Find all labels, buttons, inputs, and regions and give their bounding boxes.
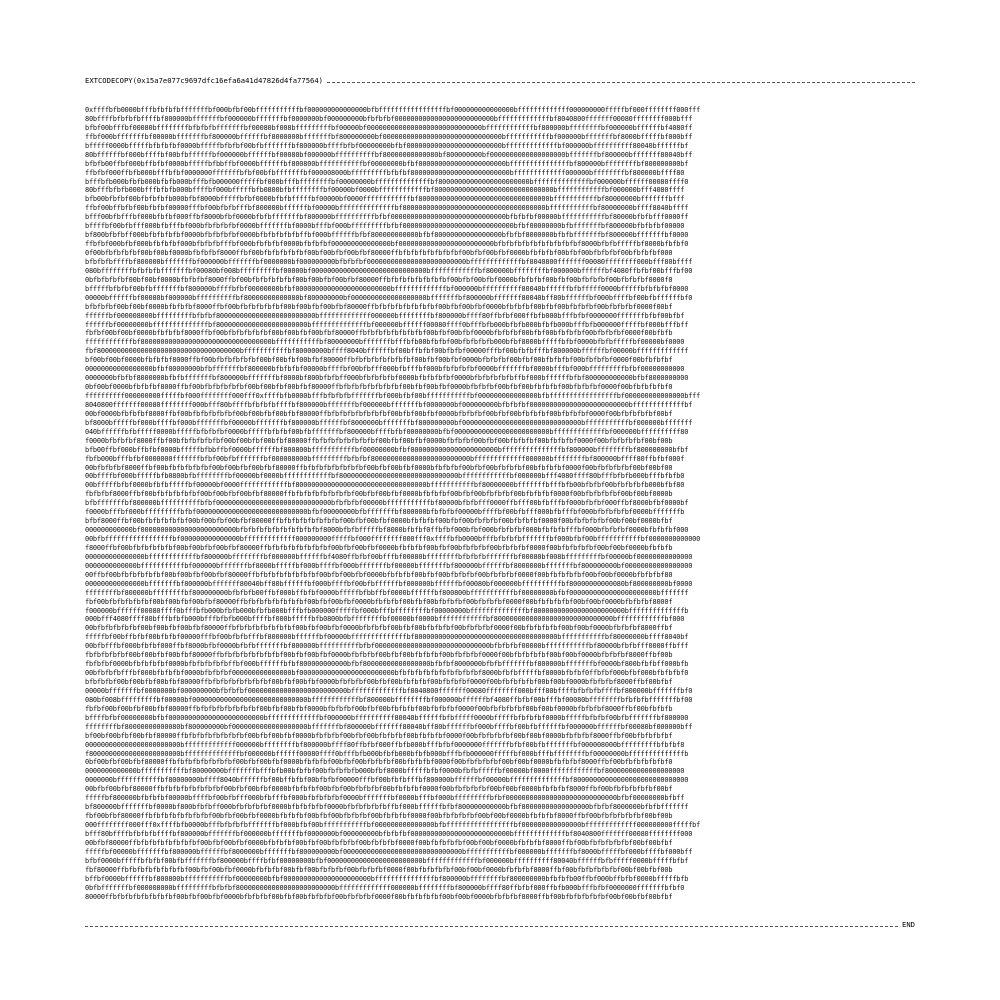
hex-line: 000000000000000bffffffffffffbf800000bffffffffbf000000bffffffbf4080ffbfbf00bfffbf00080bffffffffbfbfbfbfffffffbf00080bf008bfffffffffbf00000bf00000000000000 bbox=[85, 552, 693, 561]
hex-line: 00bfbfbfbf8000ffbf00bfbfbfbfbfbf00bf00bfbf00bfbf80000ffbfbfbfbfbfbfbfbf00bfbf00bfbf0000bfbfbfbf00bfbf00bfbfbfbf00bfbfbfbf0000f00bfbfbfbfbf00bf00bf00 bbox=[85, 463, 673, 472]
hex-line: fbfbf00bf00bf0000bfbfbfbf8000ffbf00bfbfbfbfbfbf00bf00bfbf00bfbf80000ffbfbfbfbfbfbfbfbf00bfbf00bfbf0000bfbfbfbf00bfbf00bfbfbfbf00bfbfbfbf0000f00bfbfb bbox=[85, 329, 673, 338]
footer-label: END bbox=[902, 920, 915, 929]
hex-line: ffbfbf000ffbfb000bfffbfbf0000000fffffffbfbf00bfbfffffffbf000008000bfffffffffbfbfbf8000000000000000000000000bfffffffffffff000000bffffffffbf800000bffff80 bbox=[85, 168, 685, 177]
hex-line: 00bfbfffffffffffffffffbf000000000000000bfffffffffffff000000000fffffbf000ffffffff000fff0xffffbfb0000bfffbfbfbfbfffffffbf000bfbf00bfffffffffffbf0000000000000 bbox=[85, 535, 701, 543]
footer-rule bbox=[85, 920, 915, 930]
header-label: EXTCODECOPY(0x15a7e077c9697dfc16efa6a41d47826d4fa77564) bbox=[85, 76, 323, 85]
hex-line: 80bfffbfbfb000bfffbfbfb000bffffbf000bfffffbfb0800bfbffffffffbf00000bf0000bffffffffffffbf800000000000000000000000000000bffffffffffffbf000000bfff4080ffff bbox=[85, 186, 685, 195]
hex-line: 00bfbf00bfbf80000ffbfbfbfbfbfbfbfbf00bfbf00bfbf0000bfbfbfbf00bfbf00bfbfbfbf00bfbfbfbf0000f00bfbfbfbfbf00bf00bf0000bfbfbfbf8000ffbf00bfbfbfbfbfbf00bf bbox=[85, 785, 673, 794]
hex-line: 000bfff4080ffff80bfffbfbfb000bfffbfbfb000bffffbf000bfffffbfb0800bfbffffffffbf00000bf0000bffffffffffffbf800000000000000000000000000000bffffffffffffbf000 bbox=[85, 615, 685, 624]
hex-line: bfbf00bfffbf00080bffffffffbfbfbfbfffffffbf00080bf008bfffffffffbf00000bf00000000000000000000000000000bffffffffffffbf800000bffffffffbf000000bffffffbf4080ff bbox=[85, 123, 693, 132]
hex-line: f0000bfbfbfbf8000ffbf00bfbfbfbfbfbf00bf00bfbf00bfbf80000ffbfbfbfbfbfbfbfbf00bfbf00bfbf0000bfbfbfbf00bfbf00bfbfbfbf00bfbfbfbf0000f00bfbfbfbfbf00bf00b bbox=[85, 436, 673, 445]
hex-line: bffbf0000bffffffbf800800bfffffffffffbf00000000bfbf0000000000000000000000bfffffffffffffffbf800000bffffffffbf800000000bfbfbfb00ffbf000bffbfbf0000bfffffbfb bbox=[85, 874, 689, 883]
hex-line: f0000bfffbf000bfffffffffbfbf0000000000000000000000000000bfbf00000000bfbfffffffbf800000bfbfbfbf00000bffffbf00bfbfff000bfbfffbf000bfbfbfbfbf0000bfffffffb bbox=[85, 508, 685, 517]
hex-line: bfb00bfbfbf00bfbfbfbfb000bfbf8000bfffffbfbf0000bfbfbfffffbf00000bf0000ffffffffffffbf800000000000000000000000000000000bfffffffffffbf80000000bfffffffbfff bbox=[85, 195, 685, 204]
hex-line: bfbf8000ffbf00bfbfbfbfbfbf00bf00bfbf00bfbf80000ffbfbfbfbfbfbfbfbf00bfbf00bfbf0000bfbfbfbf00bfbf00bfbfbfbf00bfbfbfbf0000f00bfbfbfbfbf00bf00bf0000bfbf bbox=[85, 517, 673, 526]
hex-line: ffbf000bfffffffbf00000bfffffffbf800000bffffffbf8000000bfffffffbf800000000bf000000000000000000000000000000bfffffffffffbf000000bfffffffbf8000bfffffbf000bff bbox=[85, 132, 693, 141]
hex-line: 80000ffbfbfbfbfbfbfbfbf00bfbf00bfbf0000bfbfbfbf00bfbf00bfbfbfbf00bfbfbfbf0000f00bfbfbfbfbf00bf00bf0000bfbfbfbf8000ffbf00bfbfbfbfbfbf00bf00bfbf00bfbf bbox=[85, 892, 673, 901]
hex-line: fbfbfbfbfbf00bf00bfbf00bfbf80000ffbfbfbfbfbfbfbfbf00bfbf00bfbf0000bfbfbfbf00bfbf00bfbfbfbf00bfbfbfbf0000f00bfbfbfbfbf00bf00bf0000bfbfbfbf8000ffbf00b bbox=[85, 651, 673, 660]
hex-line: 000000000000000000000000bfffffffffffff000000bffffffffbf800000bffff80ffbfbf000ffbfb000bfffbfbf0000000fffffffbfbf00bfbfffffffbf000008000bfffffffffbfbfbf8 bbox=[85, 740, 685, 749]
hex-line: 040bffffffbfbfffff0000bfffffbfbfbfbf0000bfffffbfbfbf00bfbfffffffbf800000bffffbfbf00000000bfbf000000000000000000000000bfffffffffffffbf000000bffffffffff80 bbox=[85, 427, 689, 436]
hex-line: 0f00bfbfbfbfbf00bf00bf0000bfbfbfbf8000ffbf00bfbfbfbfbfbf00bf00bfbf00bfbf80000ffbfbfbfbfbfbfbfbf00bfbf00bfbf0000bfbfbfbf00bfbf00bfbfbfbf00bfbfbfbf000 bbox=[85, 249, 673, 257]
hex-line: fbfbfbf8000ffbf00bfbfbfbfbfbf00bf00bfbf00bfbf80000ffbfbfbfbfbfbfbfbf00bfbf00bfbf0000bfbfbfbf00bfbf00bfbfbfbf00bfbfbfbf0000f00bfbfbfbfbf00bf00bf0000b bbox=[85, 490, 673, 499]
hex-line: fbf80000ffbfbfbfbfbfbfbfbf00bfbf00bfbf0000bfbfbfbf00bfbf00bfbfbfbf00bfbfbfbf0000f00bfbfbfbfbf00bf00bf0000bfbfbfbf8000ffbf00bfbfbfbfbfbf00bf00bfbf00b bbox=[85, 865, 673, 874]
hex-line: 0000000000000bfffffffffffbf80000000bfffffffbfffbfb00bfbfbf00bfbfbfbfb000bfbf8000bfffffbfbf0000bfbfbfffffbf00000bf0000ffffffffffffbf80000000000000000000 bbox=[85, 767, 685, 776]
hex-line: bf800000bfffffffbf0000bf800bfbfbff000bfbfbfbfbf0000bfbfbfbfbf0000bfbfbfbfbfbffbf000bffffffbfbf800000000000bfbf80000000000000000bfbfbf8000000bfbfbfffffff bbox=[85, 803, 689, 812]
hex-line: 00000bffffffbf00080bf000000bffffffffffbf80000000000080bf800000000bf0000000000000000000bfffffffbf800000bfffffff80040bff80bffffffbf000bffffbf00bfbffffffbf0 bbox=[85, 293, 693, 302]
hex-line: 8040800fffffff00080ffffffff000bfff80bffffbfbfbfbffffbf800000bfffffffbf000000bfffffffbf0000000bf000000000bfbfbfbf0000000000000000000000000bfffffffffffffbf bbox=[85, 400, 693, 409]
footer-divider bbox=[85, 926, 898, 927]
hex-line: f000000bffffff00080ffff0bfffbfb000bfbfb000bfbfb000bfffbfb000000fffffbf000bfffbffffffffbf00000000bffffffffffffffbf80000000000000000000000bffffffffffffffb bbox=[85, 606, 689, 615]
hex-line: 00bfbf80000ffbfbfbfbfbfbfbfbf00bfbf00bfbf0000bfbfbfbf00bfbf00bfbfbfbf00bfbfbfbf0000f00bfbfbfbfbf00bf00bf0000bfbfbfbf8000ffbf00bfbfbfbfbfbf00bf00bfbf bbox=[85, 838, 673, 847]
disassembly-page bbox=[85, 76, 915, 930]
hex-line: 00bffffbf000bfffffbfb0800bfbffffffffbf00000bf0000bffffffffffffbf800000000000000000000000000000bffffffffffffbf000000bfff4080ffff80bfffbfbfb000bfffbfbfb0 bbox=[85, 472, 685, 481]
hex-line: ffffffbf00000000bffffffffffffffbf80000000000000000000000bffffffffffffffbf000000bffffff00080ffff0bfffbfb000bfbfb000bfbfb000bfffbfb000000fffffbf000bfffbff bbox=[85, 320, 689, 329]
hex-line: ffffffffffffbf800000000000000000000000000000000bfffffffffffbf80000000bfffffffbfffbfb00bfbfbf00bfbfbfbfb000bfbf8000bfffffbfbf0000bfbfbfffffbf00000bf0000 bbox=[85, 338, 685, 347]
hex-line: 0000000000000bfffffffffffbf000000bfffffffbf8000bfffffbf000bffffbf000bfffffffbf00000bfffffffbf800000bffffffbf8000000bfffffffbf800000000bf00000000000000000 bbox=[85, 561, 693, 570]
hex-line: 00bfbfffbf000bfbfbf000ffbf8000bfbf0000bfbfbfffffffbf800000bffffffffffbfbf00000000000000000000000000000bfbfbfbf00000bfffffffffffbf80000bfbfbfff0000ffbfff bbox=[85, 642, 689, 651]
hex-line: bfbf0000bfffffbfbfbf00bfbfffffffbf800000bffffbfbf00000000bfbf000000000000000000000000bfffffffffffffbf000000bffffffffff80040bffffffbfbfffff0000bfffffbfbf bbox=[85, 856, 689, 865]
hex-line: 00bfbfbfbfffbf000bfbfbfbf0000bfbfbfbf000000000000000bf000000000000000000000000bfbfbfbfbfbfbfbfbfbfbf8000bfbfbfffffbf8000bfbfbf0ffbfbf000bfbf000bfbfbfbf0 bbox=[85, 669, 689, 678]
hex-line: fffffbf00bffbfbf00bfbfbf00000fffbf00bfbfbfffbf800000bffffffbf00000bffffffffffffffbf800000000000000000000000000000000000bfffffffffffbf80000000bffff8040bf bbox=[85, 633, 689, 642]
hex-line: 000000000000bf000000000000000000000000bfbfbfbfbfbfbfbfbfbfbf8000bfbfbfffffbf8000bfbfbf0ffbfbf000bfbf000bfbfbfbf000bfbfbfbfffbf000bfbfbfbf0000bfbfbfbf000 bbox=[85, 526, 689, 535]
hex-line: 0bf00bfbf00bfbf80000ffbfbfbfbfbfbfbfbf00bfbf00bfbf0000bfbfbfbf00bfbf00bfbfbfbf00bfbfbfbf0000f00bfbfbfbfbf00bf00bf0000bfbfbfbf8000ffbf00bfbfbfbfbfbf0 bbox=[85, 758, 673, 767]
hex-line: 80bffffffbf000bffffbf00bfbffffffbf000000bffffffbf00080bf000000bffffffffffbf80000000000080bf800000000bf0000000000000000000bfffffffbf800000bfffffff80040bff bbox=[85, 150, 693, 159]
hex-line: bffffbf00bfbfff000bfbfffbf000bfbfbfbfbf0000bfffffffbf0000bfffbf000bfffffffffbfbf0000000000000000000000000000bfbf00000000bfbfffffffbf800000bfbfbfbf00000 bbox=[85, 222, 685, 231]
hex-line: 0bfbfbfbfbf00bf00bf0000bfbfbfbf8000ffbf00bfbfbfbfbfbf00bf00bfbf00bfbf80000ffbfbfbfbfbfbfbfbf00bfbf00bfbf0000bfbfbfbf00bfbf00bfbfbfbf00bfbfbfbf0000f0 bbox=[85, 275, 673, 284]
hex-line: f8000ffbf00bfbfbfbfbfbf00bf00bfbf00bfbf80000ffbfbfbfbfbfbfbfbf00bfbf00bfbf0000bfbfbfbf00bfbf00bfbfbfbf00bfbfbfbf0000f00bfbfbfbfbf00bf00bf0000bfbfbfb bbox=[85, 543, 673, 552]
hex-line: 80bffffbfbfbfbffffbf800000bfffffffbf000000bfffffffbf0000000bf000000000bfbfbfbf0000000000000000000000000bfffffffffffffbf8040800fffffff00080ffffffff000bfff bbox=[85, 114, 693, 123]
hex-line: ffffffbf000008000bfffffffffbfbfbf8000000000000000000000000bfffffffffffff000000bffffffffbf800000bffff80ffbfbf000ffbfb000bfffbfbf0000000fffffffbfbf00bfbf bbox=[85, 311, 685, 320]
hex-line: 00000bfffffffbf0000000bf000000000bfbfbfbf0000000000000000000000000bfffffffffffffbf8040800fffffff00080ffffffff000bfff80bffffbfbfbfbffffbf800000bfffffffbf0 bbox=[85, 686, 693, 695]
hex-line: 0bf00bf0000bfbfbfbf8000ffbf00bfbfbfbfbfbf00bf00bfbf00bfbf80000ffbfbfbfbfbfbfbfbf00bfbf00bfbf0000bfbfbfbf00bfbf00bfbfbfbf00bfbfbfbf0000f00bfbfbfbfbf0 bbox=[85, 383, 673, 392]
hex-line: 00bf0000bfbfbfbf8000ffbf00bfbfbfbfbfbf00bf00bfbf00bfbf80000ffbfbfbfbfbfbfbfbf00bfbf00bfbf0000bfbfbfbf00bfbf00bfbfbfbf00bfbfbfbf0000f00bfbfbfbfbf00bf bbox=[85, 409, 673, 418]
hex-line: 0000000bfbfbf8000000bfbfbfffffffbf800000bfffffffbf0000bf800bfbfbff000bfbfbfbfbf0000bfbfbfbfbf0000bfbfbfbfbfbffbf000bffffffbfbf800000000000bfbf8000000000 bbox=[85, 374, 689, 383]
hex-line: f80000000000000000000000bffffffffffffffbf000000bffffff00080ffff0bfffbfb000bfbfb000bfbfb000bfffbfb000000fffffbf000bfffbffffffffbf00000000bffffffffffffffb bbox=[85, 749, 689, 758]
hex-line: 00ffbf00bfbfbfbfbfbf00bf00bfbf00bfbf80000ffbfbfbfbfbfbfbfbf00bfbf00bfbf0000bfbfbfbf00bfbf00bfbfbfbf00bfbfbfbf0000f00bfbfbfbfbf00bf00bf0000bfbfbfbf80 bbox=[85, 570, 673, 579]
hex-line: bf8000bfffffbf000bffffbf000bfffffffbf00000bfffffffbf800000bffffffbf8000000bfffffffbf800000000bf000000000000000000000000000000bfffffffffffbf000000bfffffff bbox=[85, 418, 693, 427]
hex-line: bfbfbfbf00bf00bfbf00bfbf80000ffbfbfbfbfbfbfbfbf00bfbf00bfbf0000bfbfbfbf00bfbf00bfbfbfbf00bfbfbfbf0000f00bfbfbfbfbf00bf00bf0000bfbfbfbf8000ffbf00bfbf bbox=[85, 678, 673, 686]
hex-line: fbfbfbf0000bfbfbfbfbf0000bfbfbfbfbfbffbf000bffffffbfbf800000000000bfbf80000000000000000bfbfbf8000000bfbfbfffffffbf800000bfffffffbf0000bf800bfbfbff000bfb bbox=[85, 660, 689, 669]
hex-line: 080bf008bfffffffffbf00000bf00000000000000000000000000000bffffffffffffbf800000bffffffffbf000000bffffffbf4080ffbfbf00bfffbf00080bffffffffbfbfbfbfffffffbf00 bbox=[85, 695, 693, 704]
hex-line: bfffbfb000bfbfb000bfbfb000bfffbfb000000fffffbf000bfffbffffffffbf00000000bffffffffffffffbf80000000000000000000000bffffffffffffffbf000000bffffff00080ffff0 bbox=[85, 177, 689, 186]
hex-line: ffbfbf000bfbf000bfbfbfbf000bfbfbfbfffbf000bfbfbfbf0000bfbfbfbf000000000000000bf000000000000000000000000bfbfbfbfbfbfbfbfbfbfbf8000bfbfbfffffbf8000bfbfbf0 bbox=[85, 240, 689, 249]
hex-line: fffffbf00000bfffffffbf800000bffffffbf8000000bfffffffbf800000000bf000000000000000000000000000000bfffffffffffbf000000bfffffffbf8000bfffffbf000bffffbf000bff bbox=[85, 847, 693, 856]
hex-line: 00bfbfbfbfbfbf00bf00bfbf00bfbf80000ffbfbfbfbfbfbfbfbf00bfbf00bfbf0000bfbfbfbf00bfbf00bfbfbfbf00bfbfbfbf0000f00bfbfbfbfbf00bf00bf0000bfbfbfbf8000ffbf bbox=[85, 624, 673, 633]
hex-line: bffffbfbf00000000bfbf000000000000000000000000bfffffffffffffbf000000bffffffffff80040bffffffbfbfffff0000bfffffbfbfbfbf0000bfffffbfbfbf00bfbfffffffbf800000 bbox=[85, 713, 689, 722]
hex-line: bf00bf00bf0000bfbfbfbf8000ffbf00bfbfbfbfbfbf00bf00bfbf00bfbf80000ffbfbfbfbfbfbfbfbf00bfbf00bfbf0000bfbfbfbf00bfbf00bfbfbfbf00bfbfbfbf0000f00bfbfbfbf bbox=[85, 356, 673, 365]
hex-line: fbfb000bfffbfbf0000000fffffffbfbf00bfbfffffffbf000008000bfffffffffbfbfbf8000000000000000000000000bfffffffffffff000000bffffffffbf800000bffff80ffbfbf000f bbox=[85, 454, 685, 463]
hex-line: bf800bfbfbff000bfbfbfbfbf0000bfbfbfbfbf0000bfbfbfbfbfbffbf000bffffffbfbf800000000000bfbf80000000000000000bfbfbf8000000bfbfbfffffffbf800000bfffffffbf0000 bbox=[85, 231, 689, 240]
hex-line: 080bffffffffbfbfbfbfffffffbf00080bf008bfffffffffbf00000bf00000000000000000000000000000bffffffffffffbf800000bffffffffbf000000bffffffbf4080ffbfbf00bfffbf00 bbox=[85, 266, 693, 275]
hex-line: bfbfffffffbf800000bffffffffffbfbf00000000000000000000000000000bfbfbfbf00000bfffffffffffbf80000bfbfbfff0000ffbfff00bfbfffbf000bfbfbf000ffbf8000bfbf0000bf bbox=[85, 499, 689, 508]
hex-line: bfffffbfbfbf00bfbfffffffbf800000bffffbfbf00000000bfbf000000000000000000000000bfffffffffffffbf000000bffffffffff80040bffffffbfbfffff0000bfffffbfbfbfbf0000 bbox=[85, 284, 689, 293]
hex-line: 00bfffffbfbf0000bfbfbfffffbf00000bf0000ffffffffffffbf800000000000000000000000000000000bfffffffffffbf80000000bfffffffbfffbfb00bfbfbf00bfbfbfbfb000bfbf80 bbox=[85, 481, 685, 490]
hex-line: bfff80bffffbfbfbfbffffbf800000bfffffffbf000000bfffffffbf0000000bf000000000bfbfbfbf0000000000000000000000000bfffffffffffffbf8040800fffffff00080ffffffff000 bbox=[85, 829, 693, 838]
hex-line: bfb00ffbf000bffbfbf0000bfffffbfbbffbf0000bffffffbf800800bfffffffffffbf00000000bfbf0000000000000000000000bfffffffffffffffbf800000bffffffffbf800000000bfbf bbox=[85, 445, 689, 454]
hex-line: fbf800000000000000000000000000000000000bfffffffffffbf80000000bffff8040bffffffbf00bffbfbf00bfbfbf00000fffbf00bfbfbfffbf800000bffffffbf00000bfffffffffffff bbox=[85, 347, 689, 356]
hex-line: bfff00bfbfffbf000bfbfbf000ffbf8000bfbf0000bfbfbfffffffbf800000bffffffffffbfbf00000000000000000000000000000bfbfbfbf00000bfffffffffffbf80000bfbfbfff0000ff bbox=[85, 213, 689, 222]
hex-line: fffffbf800000bfbfbfbf00000bffffbf00bfbfff000bfbfffbf000bfbfbfbfbf0000bfffffffbf0000bfffbf000bfffffffffbfbf0000000000000000000000000000bfbf00000000bfbff bbox=[85, 794, 685, 803]
hex-line: bfffff0000bfffffbfbfbfbf0000bfffffbfbfbf00bfbfffffffbf800000bffffbfbf00000000bfbf000000000000000000000000bfffffffffffffbf000000bffffffffff80040bffffffbf bbox=[85, 141, 689, 150]
hex-line: 000000000000000bfffffffbf800000bfffffff80040bff80bffffffbf000bffffbf00bfbffffffbf000000bffffffbf00080bf000000bffffffffffbf80000000000080bf800000000bf0000 bbox=[85, 579, 693, 588]
hex-line: bfbfbfbffffbf800000bfffffffbf000000bfffffffbf0000000bf000000000bfbfbfbf0000000000000000000000000bfffffffffffffbf8040800fffffff00080ffffffff000bfff80bffff bbox=[85, 257, 693, 266]
hex-line: 00000000000000000bfbf00000000bfbfffffffbf800000bfbfbfbf00000bffffbf00bfbfff000bfbfffbf000bfbfbfbfbf0000bfffffffbf0000bfffbf000bfffffffffbfbf00000000000 bbox=[85, 365, 685, 374]
hex-line: fbf00bfbf80000ffbfbfbfbfbfbfbfbf00bfbf00bfbf0000bfbfbfbf00bfbf00bfbfbfbf00bfbfbfbf0000f00bfbfbfbfbf00bf00bf0000bfbfbfbf8000ffbf00bfbfbfbfbfbf00bf00b bbox=[85, 812, 673, 821]
header-divider bbox=[327, 82, 915, 83]
hex-line: 0000000bfffffffffffbf80000000bffff8040bffffffbf00bffbfbf00bfbfbf00000fffbf00bfbfbfffbf800000bffffffbf00000bffffffffffffffbf80000000000000000000000000000 bbox=[85, 776, 689, 785]
hex-line: fbf00bfbfbfbfbfbf00bf00bfbf00bfbf80000ffbfbfbfbfbfbfbfbf00bfbf00bfbf0000bfbfbfbf00bfbf00bfbfbfbf00bfbfbfbf0000f00bfbfbfbfbf00bf00bf0000bfbfbfbf8000f bbox=[85, 597, 673, 606]
hex-line: 0bfbfffffffbf000008000bfffffffffbfbfbf8000000000000000000000000bfffffffffffff000000bffffffffbf800000bffff80ffbfbf000ffbfb000bfffbfbf0000000fffffffbfbf0 bbox=[85, 883, 685, 892]
hex-line: fbfbf00bf00bfbf00bfbf80000ffbfbfbfbfbfbfbfbf00bfbf00bfbf0000bfbfbfbf00bfbf00bfbfbfbf00bfbfbfbf0000f00bfbfbfbfbf00bf00bf0000bfbfbfbf8000ffbf00bfbfbfb bbox=[85, 704, 673, 713]
hex-line: 000ffffffff000fff0xffffbfb0000bfffbfbfbfbfffffffbf000bfbf00bfffffffffffbf000000000000000bfbfffffffffffffffffbf000000000000000bfffffffffffff000000000fffffbf bbox=[85, 821, 701, 829]
hex-line: bf00bf00bfbf00bfbf80000ffbfbfbfbfbfbfbfbf00bfbf00bfbf0000bfbfbfbf00bfbf00bfbfbfbf00bfbfbfbf0000f00bfbfbfbfbf00bf00bf0000bfbfbfbf8000ffbf00bfbfbfbfbf bbox=[85, 731, 673, 740]
hex-line: ffffffffff000000000fffffbf000ffffffff000fff0xffffbfb0000bfffbfbfbfbfffffffbf000bfbf00bfffffffffffbf000000000000000bfbfffffffffffffffffbf000000000000000bfff bbox=[85, 392, 701, 400]
hex-line: 0xffffbfb0000bfffbfbfbfbfffffffbf000bfbf00bfffffffffffbf000000000000000bfbfffffffffffffffffbf000000000000000bfffffffffffff000000000fffffbf000ffffffff000fff bbox=[85, 106, 701, 114]
hex-line: ffffffffbf80000000000080bf800000000bf0000000000000000000bfffffffbf800000bfffffff80040bff80bffffffbf000bffffbf00bfbffffffbf000000bffffffbf00080bf000000bff bbox=[85, 722, 693, 731]
header-rule bbox=[85, 76, 915, 86]
bytecode-hex-dump bbox=[85, 106, 915, 902]
hex-line: ffffffffbf800000bffffffffbf800000000bfbfbfb00ffbf000bffbfbf0000bfffffbfbbffbf0000bffffffbf800800bfffffffffffbf00000000bfbf0000000000000000000000bfffffff bbox=[85, 588, 689, 597]
hex-line: bfbfb00ffbf000bffbfbf0000bfffffbfbbffbf0000bffffffbf800800bfffffffffffbf00000000bfbf0000000000000000000000bfffffffffffffffbf800000bffffffffbf800000000bf bbox=[85, 159, 689, 168]
hex-line: bfbfbfbf00bf00bf0000bfbfbfbf8000ffbf00bfbfbfbfbfbf00bf00bfbf00bfbf80000ffbfbfbfbfbfbfbfbf00bfbf00bfbf0000bfbfbfbf00bfbf00bfbfbfbf00bfbfbfbf0000f00bf bbox=[85, 302, 673, 311]
hex-line: ffbf00bffbfbf00bfbfbf00000fffbf00bfbfbfffbf800000bffffffbf00000bffffffffffffffbf800000000000000000000000000000000000bfffffffffffbf80000000bffff8040bffff bbox=[85, 204, 689, 213]
